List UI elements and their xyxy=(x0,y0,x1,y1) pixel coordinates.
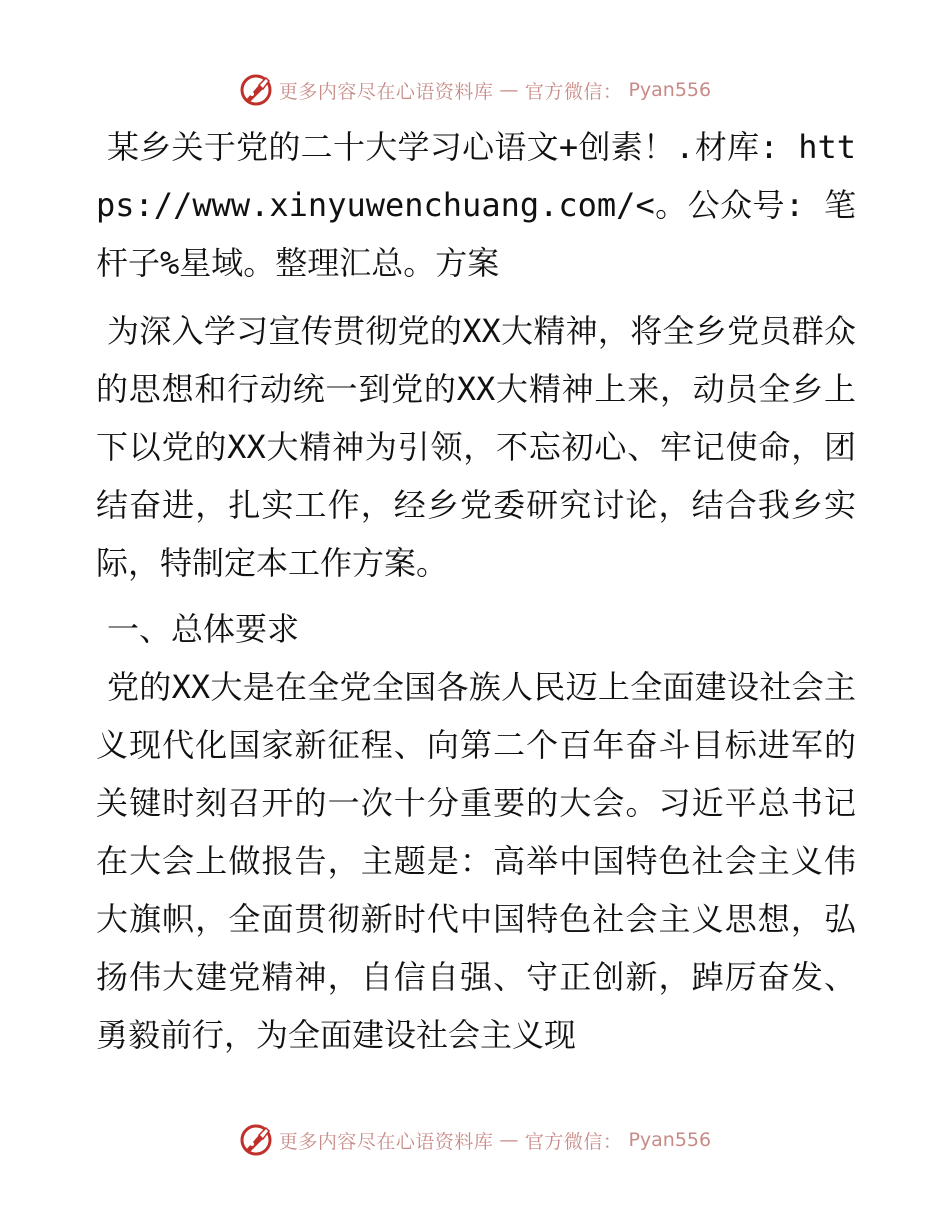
document-body xyxy=(96,118,856,1064)
footer-separator: — xyxy=(499,1129,519,1151)
footer-site-text: 更多内容尽在心语资料库 xyxy=(278,1130,494,1153)
pen-logo-icon xyxy=(239,1123,273,1157)
section-heading: 一、总体要求 xyxy=(107,610,300,648)
document-title: 某乡关于党的二十大学习心语文+创素！.材库: https://www.xinyuwenchuang.com/<。公众号: 笔杆子%星域。整理汇总。方案 xyxy=(96,128,856,282)
footer-banner xyxy=(0,1120,950,1160)
header-site-text: 更多内容尽在心语资料库 xyxy=(278,80,494,103)
intro-paragraph: 为深入学习宣传贯彻党的XX大精神，将全乡党员群众的思想和行动统一到党的XX大精神上来，动员全乡上下以党的XX大精神为引领，不忘初心、牢记使命，团结奋进，扎实工作，经乡党委研究讨论，结合我乡实际，特制定本工作方案。 xyxy=(96,312,856,582)
footer-wechat-label: 官方微信： xyxy=(524,1130,623,1153)
header-wechat-id: Pyan556 xyxy=(628,79,712,101)
section-paragraph: 党的XX大是在全党全国各族人民迈上全面建设社会主义现代化国家新征程、向第二个百年奋斗目标进军的关键时刻召开的一次十分重要的大会。习近平总书记在大会上做报告，主题是：高举中国特色社会主义伟大旗帜，全面贯彻新时代中国特色社会主义思想，弘扬伟大建党精神，自信自强、守正创新，踔厉奋发、勇毅前行，为全面建设社会主义现 xyxy=(96,668,856,1054)
header-banner xyxy=(0,70,950,110)
footer-wechat-id: Pyan556 xyxy=(628,1129,712,1151)
pen-logo-icon xyxy=(239,73,273,107)
header-wechat-label: 官方微信： xyxy=(524,80,623,103)
header-separator: — xyxy=(499,79,519,101)
